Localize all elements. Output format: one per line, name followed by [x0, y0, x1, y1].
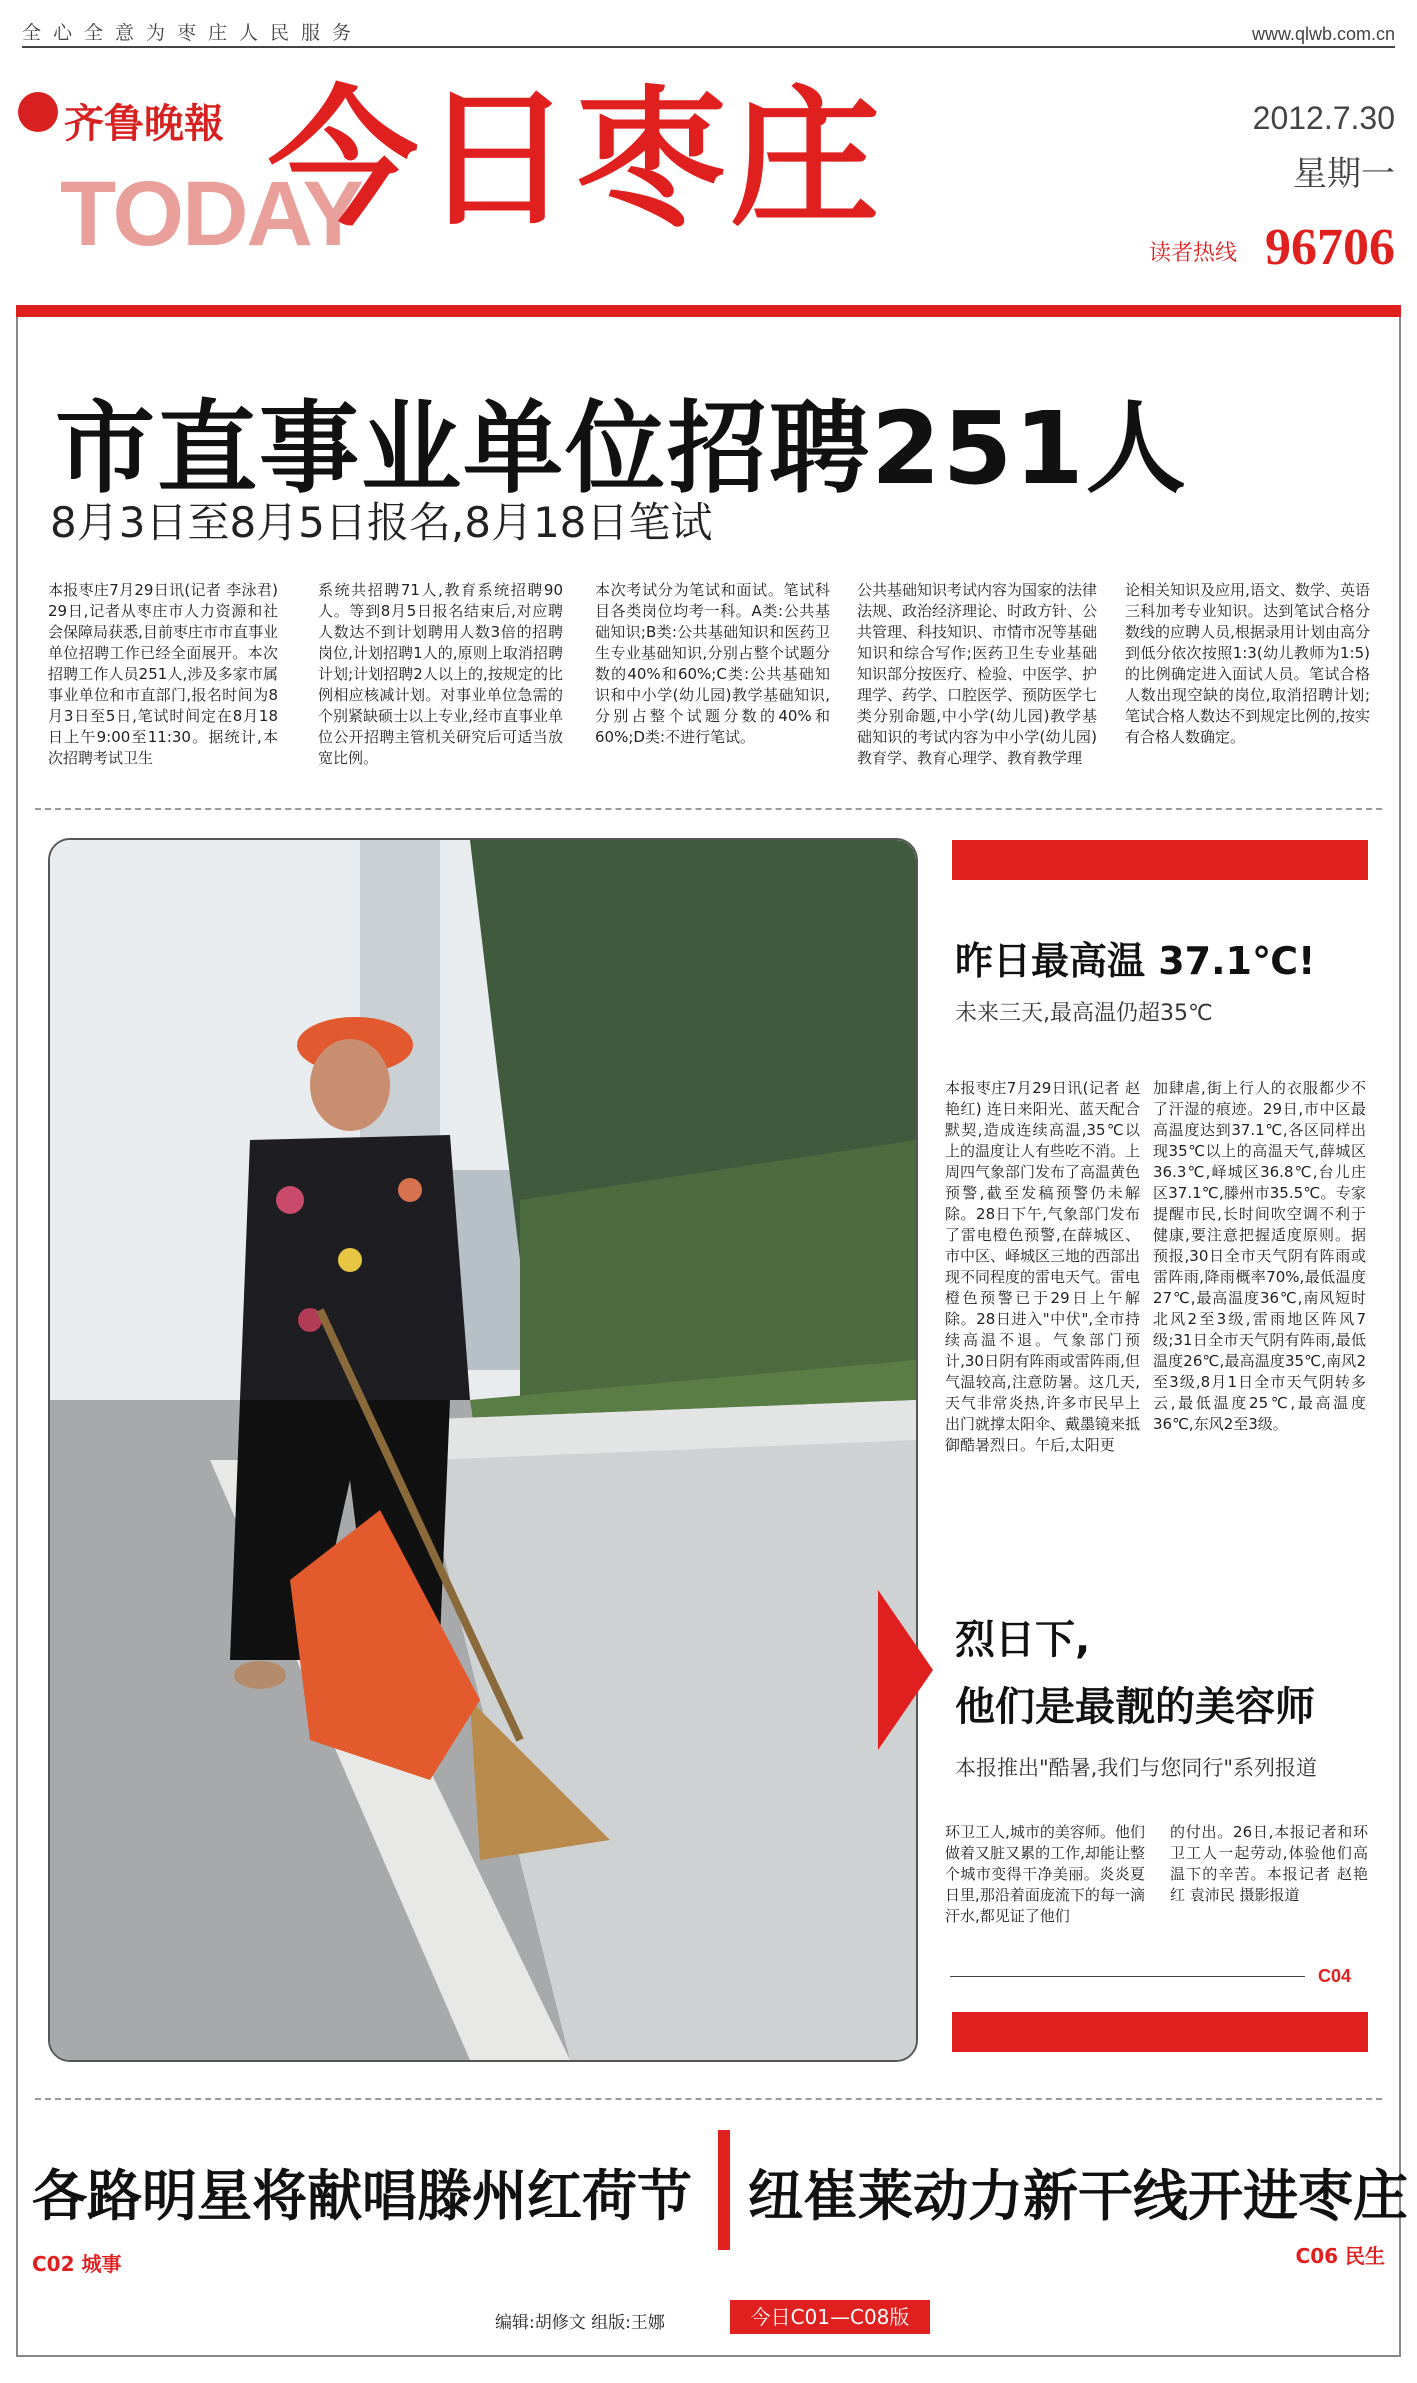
- teaser-section-left[interactable]: C02 城事: [32, 2252, 122, 2276]
- beauty-headline-line2: 他们是最靓的美容师: [955, 1684, 1315, 1730]
- beauty-column-2: 的付出。26日,本报记者和环卫工人一起劳动,体验他们高温下的辛苦。本报记者 赵艳红 袁沛民 摄影报道: [1170, 1823, 1368, 1904]
- dashed-divider: [35, 808, 1382, 810]
- lead-column-2: 系统共招聘71人,教育系统招聘90人。等到8月5日报名结束后,对应聘人数达不到计划聘用人数3倍的招聘岗位,计划招聘1人的,原则上取消招聘计划;计划招聘2人以上的,按规定的比例相应核减计划。对事业单位急需的个别紧缺硕士以上专业,经市直事业单位公开招聘主管机关研究后可适当放宽比例。: [318, 581, 563, 767]
- newspaper-logo-icon: [18, 92, 58, 132]
- red-divider: [16, 305, 1401, 317]
- lead-headline: 市直事业单位招聘251人: [55, 390, 1188, 507]
- hotline-number: 96706: [1265, 219, 1395, 276]
- heat-headline: 昨日最高温 37.1℃!: [955, 939, 1316, 983]
- beauty-column-1: 环卫工人,城市的美容师。他们做着又脏又累的工作,却能让整个城市变得干净美丽。炎炎夏日里,那沿着面庞流下的每一滴汗水,都见证了他们: [945, 1823, 1145, 1925]
- page-range-badge: 今日C01—C08版: [730, 2300, 930, 2334]
- page-reference[interactable]: C04: [1318, 1966, 1352, 1986]
- lead-column-4: 公共基础知识考试内容为国家的法律法规、政治经济理论、时政方针、公共管理、科技知识、市情市况等基础知识和综合写作;医药卫生专业基础知识部分按医疗、检验、中医学、护理学、药学、口腔医学、预防医学七类分别命题,中小学(幼儿园)教学基础知识的考试内容为中小学(幼儿园)教育学、教育心理学、教育教学理: [857, 581, 1098, 767]
- hotline-label: 读者热线: [1148, 241, 1237, 266]
- page-ref-rule: [950, 1976, 1305, 1977]
- header-rule: [22, 46, 1395, 48]
- site-url: www.qlwb.com.cn: [1251, 24, 1395, 44]
- lead-column-3: 本次考试分为笔试和面试。笔试科目各类岗位均考一科。A类:公共基础知识;B类:公共基础知识和医药卫生专业基础知识,分别占整个试题分数的40%和60%;C类:公共基础知识和中小学(幼儿园)教学基础知识,分别占整个试题分数的40%和60%;D类:不进行笔试。: [595, 581, 830, 746]
- weekday: 星期一: [1293, 154, 1395, 194]
- lead-subhead: 8月3日至8月5日报名,8月18日笔试: [50, 498, 713, 547]
- heat-subhead: 未来三天,最高温仍超35℃: [955, 1001, 1213, 1026]
- lead-column-5: 论相关知识及应用,语文、数学、英语三科加考专业知识。达到笔试合格分数线的应聘人员,根据录用计划由高分到低分依次按照1:3(幼儿教师为1:5)的比例确定进入面试人员。笔试合格人数出现空缺的岗位,取消招聘计划;笔试合格人数达不到规定比例的,按实有合格人数确定。: [1125, 581, 1370, 746]
- beauty-subhead: 本报推出"酷暑,我们与您同行"系列报道: [955, 1756, 1317, 1780]
- teaser-section-right[interactable]: C06 民生: [1295, 2244, 1385, 2268]
- today-logo: TODAY: [60, 163, 362, 265]
- red-tab: [952, 840, 1368, 880]
- teaser-headline-left[interactable]: 各路明星将献唱滕州红荷节: [32, 2164, 693, 2228]
- masthead: 今日枣庄: [268, 73, 885, 247]
- street-sweeper-photo: [48, 838, 918, 2062]
- frame-left: [16, 317, 18, 2357]
- bottom-rule: [16, 2355, 1401, 2357]
- heat-column-2: 加肆虐,街上行人的衣服都少不了汗湿的痕迹。29日,市中区最高温度达到37.1℃,各区同样出现35℃以上的高温天气,薛城区36.3℃,峄城区36.8℃,台儿庄区37.1℃,滕州市35.5℃。专家提醒市民,长时间吹空调不利于健康,要注意把握适度原则。据预报,30日全市天气阴有阵雨或雷阵雨,降雨概率70%,最低温度27℃,最高温度36℃,南风短时北风2至3级,雷雨地区阵风7级;31日全市天气阴有阵雨,最低温度26℃,最高温度35℃,南风2至3级,8月1日全市天气阴转多云,最低温度25℃,最高温度36℃,东风2至3级。: [1153, 1079, 1366, 1433]
- frame-right: [1399, 317, 1401, 2357]
- beauty-headline-line1: 烈日下,: [955, 1617, 1091, 1663]
- lead-column-1: 本报枣庄7月29日讯(记者 李泳君) 29日,记者从枣庄市人力资源和社会保障局获悉,目前枣庄市市直事业单位招聘工作已经全面展开。本次招聘工作人员251人,涉及多家市属事业单位和市直部门,报名时间为8月3日至5日,笔试时间定在8月18日上午9:00至11:30。据统计,本次招聘考试卫生: [48, 581, 278, 767]
- editor-credit: 编辑:胡修文 组版:王娜: [495, 2313, 665, 2333]
- red-tab: [952, 2012, 1368, 2052]
- arrow-marker-icon: [878, 1590, 933, 1750]
- heat-column-1: 本报枣庄7月29日讯(记者 赵艳红) 连日来阳光、蓝天配合默契,造成连续高温,35℃以上的温度让人有些吃不消。上周四气象部门发布了高温黄色预警,截至发稿预警仍未解除。28日下午,气象部门发布了雷电橙色预警,在薛城区、市中区、峄城区三地的西部出现不同程度的雷电天气。雷电橙色预警已于29日上午解除。28日进入"中伏",全市持续高温不退。气象部门预计,30日阴有阵雨或雷阵雨,但气温较高,注意防暑。这几天,天气非常炎热,许多市民早上出门就撑太阳伞、戴墨镜来抵御酷暑烈日。午后,太阳更: [945, 1079, 1141, 1454]
- teaser-divider: [718, 2130, 730, 2250]
- teaser-headline-right[interactable]: 纽崔莱动力新干线开进枣庄: [748, 2164, 1409, 2228]
- dashed-divider: [35, 2098, 1382, 2100]
- paper-name: 齐鲁晚報: [64, 100, 224, 147]
- issue-date: 2012.7.30: [1252, 100, 1395, 136]
- slogan: 全心全意为枣庄人民服务: [22, 22, 364, 44]
